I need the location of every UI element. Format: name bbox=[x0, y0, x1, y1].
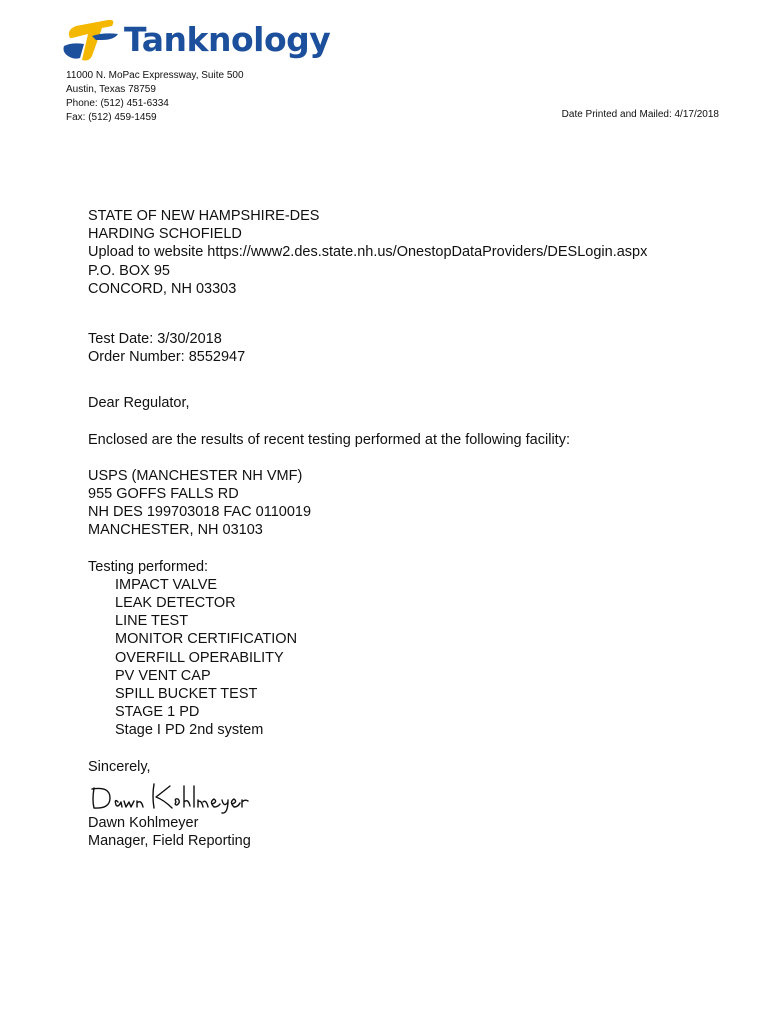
testing-item: LINE TEST bbox=[115, 613, 189, 630]
date-printed: Date Printed and Mailed: 4/17/2018 bbox=[561, 109, 719, 120]
testing-item: Stage I PD 2nd system bbox=[115, 722, 264, 739]
letter-body bbox=[88, 207, 647, 850]
test-date: Test Date: 3/30/2018 bbox=[88, 331, 222, 348]
phone-line: Phone: (512) 451-6334 bbox=[66, 98, 169, 109]
signature bbox=[88, 778, 647, 814]
handwritten-signature bbox=[88, 778, 258, 814]
recipient-line: Upload to website https://www2.des.state.nh.us/OnestopDataProviders/DESLogin.aspx bbox=[88, 244, 648, 261]
recipient-line: CONCORD, NH 03303 bbox=[88, 280, 237, 297]
recipient-block bbox=[88, 207, 647, 298]
recipient-line: STATE OF NEW HAMPSHIRE-DES bbox=[88, 208, 320, 224]
company-address bbox=[66, 69, 244, 125]
testing-heading: Testing performed: bbox=[88, 558, 209, 575]
test-info-block bbox=[88, 330, 647, 366]
facility-line: MANCHESTER, NH 03103 bbox=[88, 522, 263, 539]
testing-item: OVERFILL OPERABILITY bbox=[115, 649, 284, 666]
address-line: 11000 N. MoPac Expressway, Suite 500 bbox=[66, 70, 244, 81]
testing-item: PV VENT CAP bbox=[115, 667, 211, 684]
tanknology-logo bbox=[62, 16, 330, 62]
signer-name: Dawn Kohlmeyer bbox=[88, 814, 199, 831]
intro-text: Enclosed are the results of recent testing performed at the following facility: bbox=[88, 431, 570, 448]
facility-line: 955 GOFFS FALLS RD bbox=[88, 486, 239, 503]
fax-line: Fax: (512) 459-1459 bbox=[66, 112, 157, 123]
testing-item: IMPACT VALVE bbox=[115, 576, 218, 593]
facility-line: USPS (MANCHESTER NH VMF) bbox=[88, 467, 303, 484]
testing-block bbox=[88, 558, 647, 740]
facility-block bbox=[88, 467, 647, 540]
sincerely: Sincerely, bbox=[88, 758, 151, 775]
greeting: Dear Regulator, bbox=[88, 395, 190, 412]
brand-name: Tanknology bbox=[124, 19, 331, 59]
facility-line: NH DES 199703018 FAC 0110019 bbox=[88, 504, 312, 521]
testing-list bbox=[88, 576, 647, 740]
tanknology-logo-icon bbox=[62, 16, 122, 62]
order-number: Order Number: 8552947 bbox=[88, 349, 246, 366]
address-line: Austin, Texas 78759 bbox=[66, 84, 156, 95]
testing-item: MONITOR CERTIFICATION bbox=[115, 631, 298, 648]
signer-title: Manager, Field Reporting bbox=[88, 833, 251, 850]
recipient-line: P.O. BOX 95 bbox=[88, 262, 170, 279]
testing-item: SPILL BUCKET TEST bbox=[115, 686, 258, 703]
testing-item: STAGE 1 PD bbox=[115, 704, 200, 721]
testing-item: LEAK DETECTOR bbox=[115, 595, 236, 612]
recipient-line: HARDING SCHOFIELD bbox=[88, 226, 242, 243]
